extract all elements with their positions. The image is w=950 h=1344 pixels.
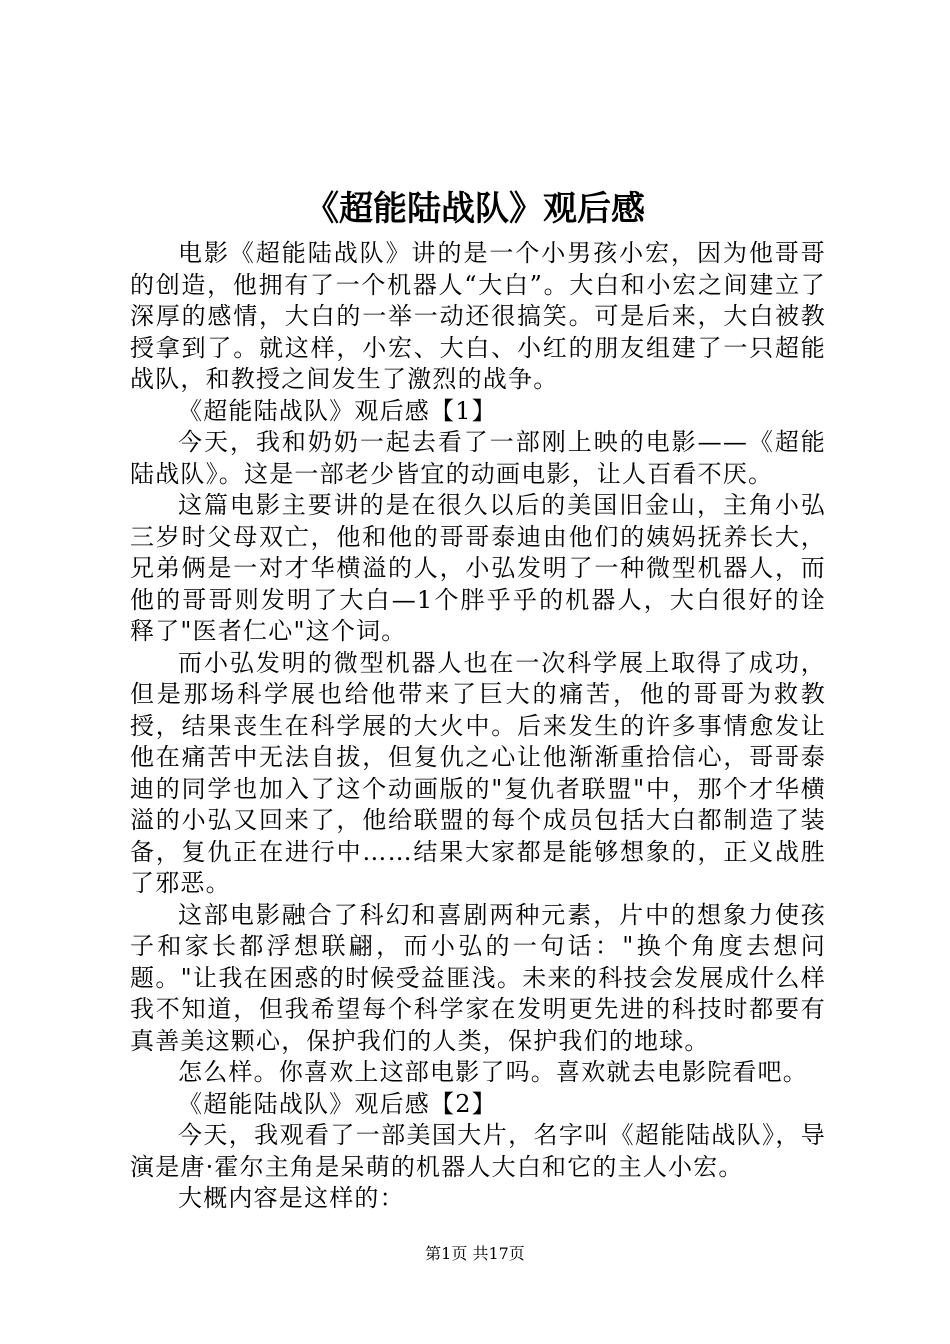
- paragraph: 大概内容是这样的：: [178, 1184, 405, 1212]
- paragraph: 电影《超能陆战队》讲的是一个小男孩小宏，因为他哥哥的创造，他拥有了一个机器人“大白”。大白和小宏之间建立了深厚的感情，大白的一举一动还很搞笑。可是后来，大白被教授拿到了。就这样，小宏、大白、小红的朋友组建了一只超能战队，和教授之间发生了激烈的战争。: [130, 239, 826, 393]
- paragraph: 怎么样。你喜欢上这部电影了吗。喜欢就去电影院看吧。: [178, 1058, 808, 1086]
- section-heading: 《超能陆战队》观后感【2】: [178, 1089, 497, 1118]
- paragraph: 这部电影融合了科幻和喜剧两种元素，片中的想象力使孩子和家长都浮想联翩，而小弘的一句话："换个角度去想问题。"让我在困惑的时候受益匪浅。未来的科技会发展成什么样我不知道，但我希望每个科学家在发明更先进的科技时都要有真善美这颗心，保护我们的人类，保护我们的地球。: [130, 900, 826, 1055]
- document-title: 《超能陆战队》观后感: [305, 189, 645, 229]
- paragraph: 今天，我观看了一部美国大片，名字叫《超能陆战队》，导演是唐·霍尔主角是呆萌的机器人大白和它的主人小宏。: [130, 1121, 826, 1181]
- page-footer: 第1页 共17页: [425, 1244, 525, 1263]
- paragraph: 今天，我和奶奶一起去看了一部刚上映的电影——《超能陆战队》。这是一部老少皆宜的动画电影，让人百看不厌。: [130, 428, 826, 488]
- section-heading: 《超能陆战队》观后感【1】: [178, 396, 497, 425]
- paragraph: 这篇电影主要讲的是在很久以后的美国旧金山，主角小弘三岁时父母双亡，他和他的哥哥泰迪由他们的姨妈抚养长大，兄弟俩是一对才华横溢的人，小弘发明了一种微型机器人，而他的哥哥则发明了大白—1个胖乎乎的机器人，大白很好的诠释了"医者仁心"这个词。: [130, 491, 826, 645]
- document-body: [130, 238, 826, 1215]
- paragraph: 而小弘发明的微型机器人也在一次科学展上取得了成功，但是那场科学展也给他带来了巨大的痛苦，他的哥哥为救教授，结果丧生在科学展的大火中。后来发生的许多事情愈发让他在痛苦中无法自拔，但复仇之心让他渐渐重拾信心，哥哥泰迪的同学也加入了这个动画版的"复仇者联盟"中，那个才华横溢的小弘又回来了，他给联盟的每个成员包括大白都制造了装备，复仇正在进行中……结果大家都是能够想象的，正义战胜了邪恶。: [130, 648, 826, 897]
